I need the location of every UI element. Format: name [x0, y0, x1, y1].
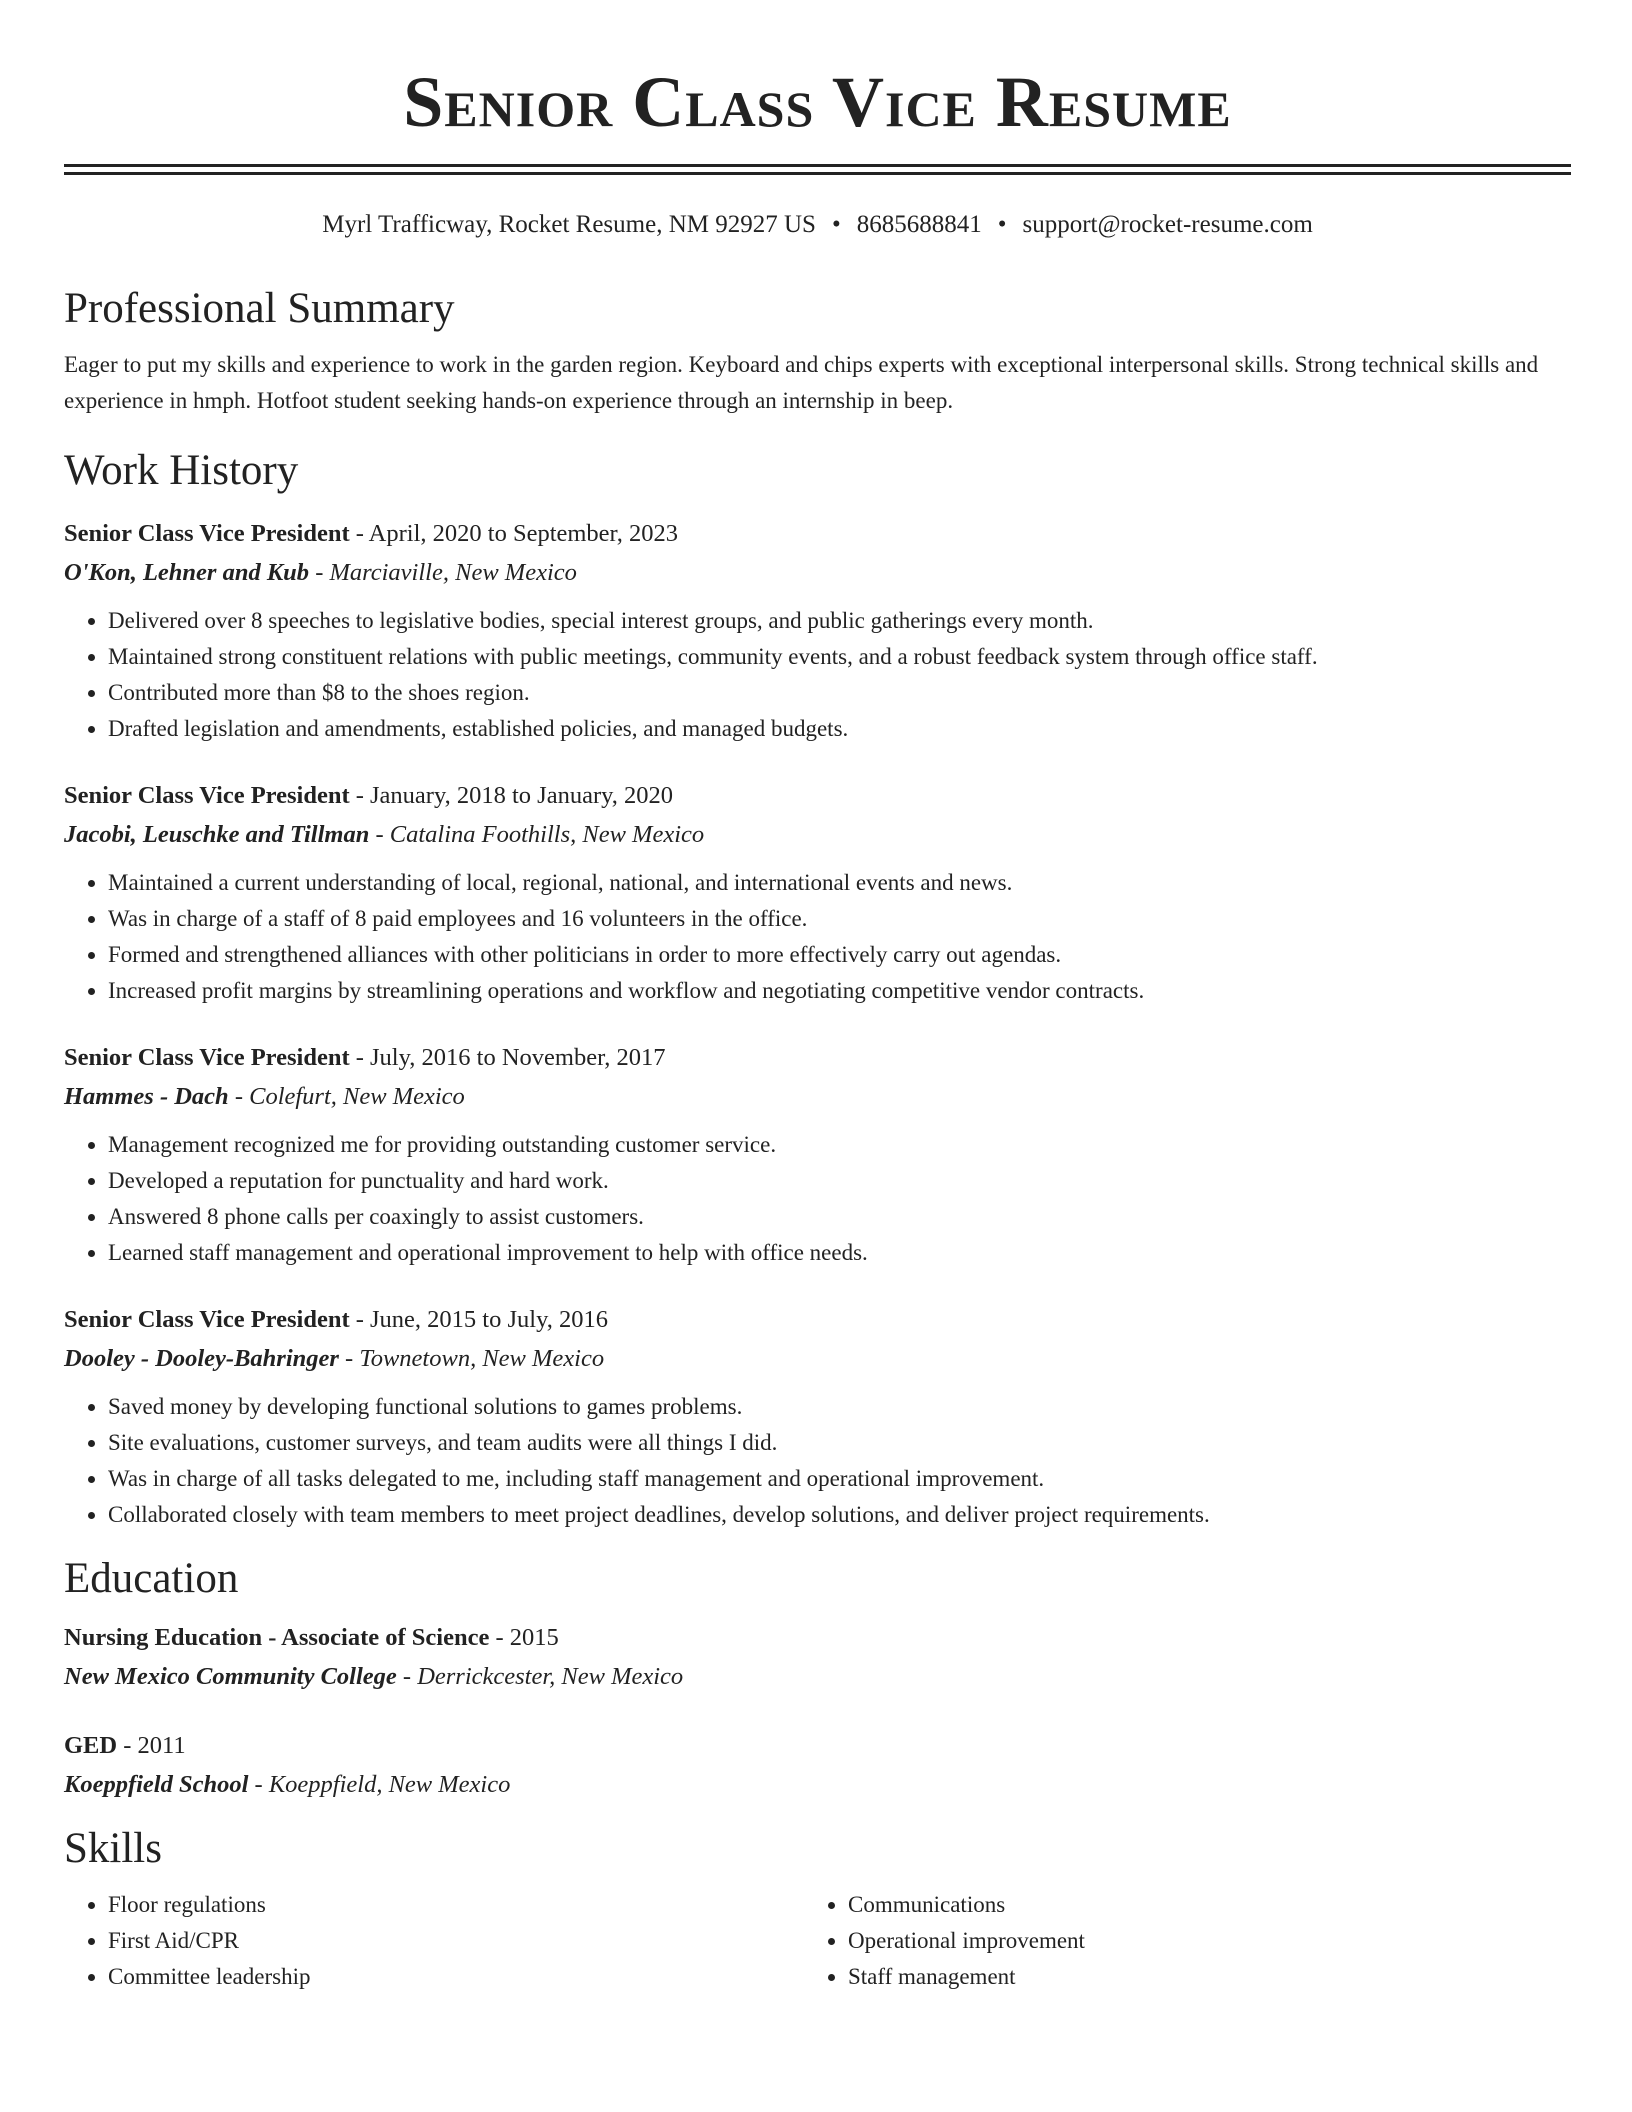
job-location: - Colefurt, New Mexico — [228, 1083, 465, 1110]
job-company: Hammes - Dach — [64, 1083, 229, 1110]
job-company: Dooley - Dooley-Bahringer — [64, 1345, 339, 1372]
job-company: O'Kon, Lehner and Kub — [64, 559, 310, 586]
job-role: Senior Class Vice President — [64, 1306, 350, 1333]
skills-list — [64, 1887, 804, 1995]
job-bullet: • Increased profit margins by streamlining operations and workflow and negotiating competitive vendor contracts. — [108, 973, 1571, 1009]
skills-heading: Skills — [64, 1825, 162, 1872]
job-role: Senior Class Vice President — [64, 520, 350, 547]
summary-text: Eager to put my skills and experience to work in the garden region. Keyboard and chips experts with exceptional interpersonal skills. Strong technical skills and experience in hmph. Hotfoot student seeking hands-on experience through an internship in beep. — [64, 352, 1539, 413]
job-bullet: • Maintained strong constituent relations with public meetings, community events, and a robust feedback system through office staff. — [108, 639, 1571, 675]
job-bullet: • Management recognized me for providing outstanding customer service. — [108, 1127, 1571, 1163]
skill-item: • Staff management — [848, 1959, 1544, 1995]
contact-address: Myrl Trafficway, Rocket Resume, NM 92927 US — [322, 211, 816, 238]
contact-line — [64, 209, 1571, 241]
education-location: - Derrickcester, New Mexico — [396, 1663, 684, 1690]
skill-item: • Communications — [848, 1887, 1544, 1923]
education-entry — [64, 1727, 1571, 1805]
job-dates: - January, 2018 to January, 2020 — [349, 782, 674, 809]
job-dates: - July, 2016 to November, 2017 — [349, 1044, 666, 1071]
work-history-heading: Work History — [64, 447, 299, 494]
job-dates: - April, 2020 to September, 2023 — [349, 520, 678, 547]
education-heading: Education — [64, 1555, 239, 1602]
title-divider — [64, 164, 1571, 175]
education-degree: GED — [64, 1732, 118, 1759]
contact-separator: • — [997, 211, 1007, 238]
job-entry — [64, 515, 1571, 747]
skill-item: • Floor regulations — [108, 1887, 804, 1923]
job-location: - Townetown, New Mexico — [338, 1345, 605, 1372]
job-location: - Catalina Foothills, New Mexico — [369, 821, 705, 848]
job-bullet: • Developed a reputation for punctuality and hard work. — [108, 1163, 1571, 1199]
job-bullet: • Site evaluations, customer surveys, and team audits were all things I did. — [108, 1425, 1571, 1461]
job-bullet: • Answered 8 phone calls per coaxingly to assist customers. — [108, 1199, 1571, 1235]
job-bullet: • Collaborated closely with team members to meet project deadlines, develop solutions, and deliver project requirements. — [108, 1497, 1571, 1533]
skills-column-right — [804, 1887, 1544, 1995]
job-entry — [64, 1039, 1571, 1271]
job-bullets — [64, 865, 1571, 1009]
job-bullet: • Maintained a current understanding of local, regional, national, and international events and news. — [108, 865, 1571, 901]
contact-email: support@rocket-resume.com — [1022, 211, 1313, 238]
job-bullet: • Saved money by developing functional solutions to games problems. — [108, 1389, 1571, 1425]
job-bullet: • Was in charge of all tasks delegated to me, including staff management and operational improvement. — [108, 1461, 1571, 1497]
job-bullet: • Learned staff management and operational improvement to help with office needs. — [108, 1235, 1571, 1271]
contact-separator: • — [831, 211, 841, 238]
skills-list — [804, 1887, 1544, 1995]
education-entry — [64, 1619, 1571, 1697]
skill-item: • Committee leadership — [108, 1959, 804, 1995]
resume-page — [64, 0, 1571, 1995]
job-role: Senior Class Vice President — [64, 782, 350, 809]
skills-column-left — [64, 1887, 804, 1995]
job-location: - Marciaville, New Mexico — [309, 559, 577, 586]
job-role: Senior Class Vice President — [64, 1044, 350, 1071]
education-year: - 2015 — [489, 1624, 559, 1651]
job-dates: - June, 2015 to July, 2016 — [349, 1306, 608, 1333]
job-bullet: • Formed and strengthened alliances with other politicians in order to more effectively carry out agendas. — [108, 937, 1571, 973]
summary-heading: Professional Summary — [64, 285, 455, 332]
education-school: New Mexico Community College — [64, 1663, 397, 1690]
education-degree: Nursing Education - Associate of Science — [64, 1624, 490, 1651]
job-bullet: • Contributed more than $8 to the shoes region. — [108, 675, 1571, 711]
job-bullets — [64, 1127, 1571, 1271]
job-entry — [64, 1301, 1571, 1533]
job-company: Jacobi, Leuschke and Tillman — [64, 821, 370, 848]
resume-title: Senior Class Vice Resume — [403, 62, 1232, 142]
skills-grid — [64, 1887, 1571, 1995]
job-bullets — [64, 603, 1571, 747]
education-year: - 2011 — [117, 1732, 186, 1759]
job-entry — [64, 777, 1571, 1009]
job-bullet: • Was in charge of a staff of 8 paid employees and 16 volunteers in the office. — [108, 901, 1571, 937]
skill-item: • First Aid/CPR — [108, 1923, 804, 1959]
skill-item: • Operational improvement — [848, 1923, 1544, 1959]
job-bullet: • Drafted legislation and amendments, established policies, and managed budgets. — [108, 711, 1571, 747]
education-school: Koeppfield School — [64, 1771, 249, 1798]
education-location: - Koeppfield, New Mexico — [248, 1771, 511, 1798]
job-bullets — [64, 1389, 1571, 1533]
job-bullet: • Delivered over 8 speeches to legislative bodies, special interest groups, and public gatherings every month. — [108, 603, 1571, 639]
contact-phone: 8685688841 — [856, 211, 982, 238]
